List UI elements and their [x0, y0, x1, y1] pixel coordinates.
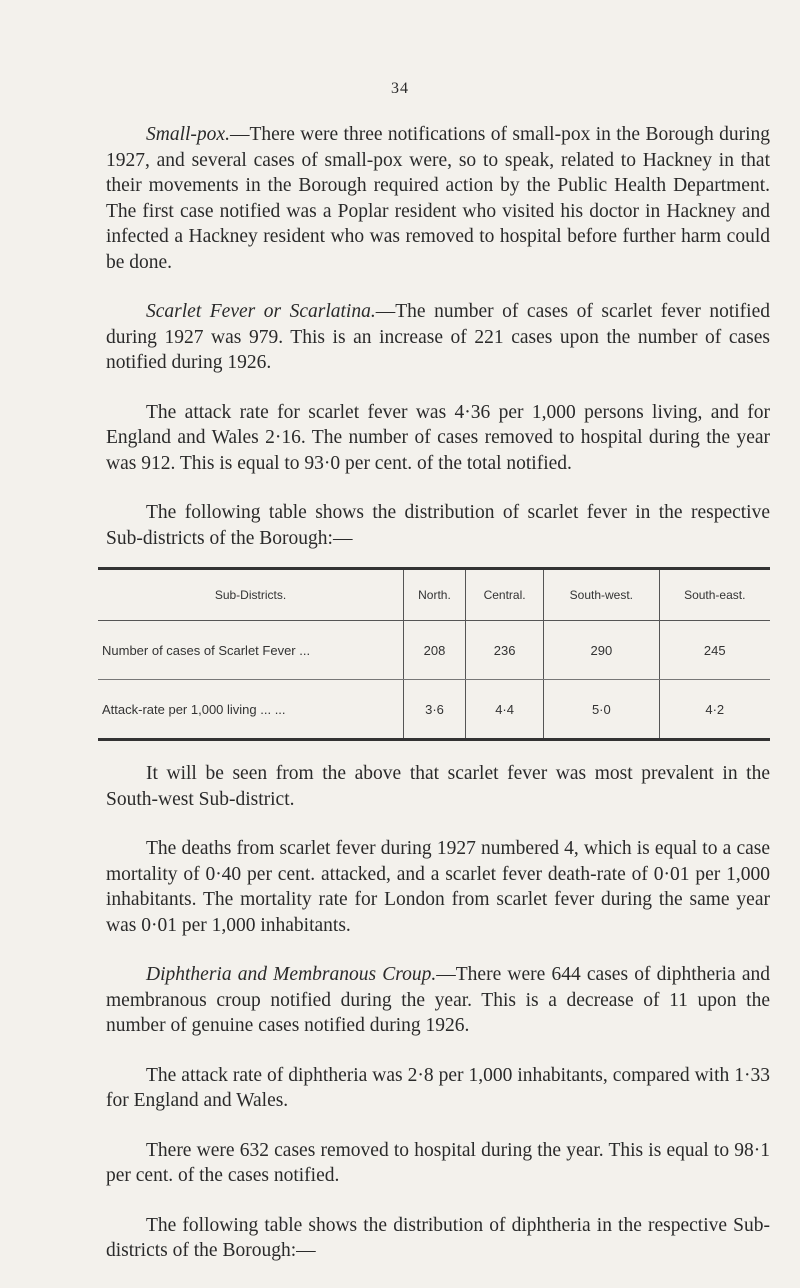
table-cell: 4·2: [659, 680, 770, 740]
scarlet-distribution-table: [98, 567, 770, 741]
col-header-central: Central.: [465, 569, 543, 621]
scarlet-heading: Scarlet Fever or Scarlatina.: [146, 301, 376, 322]
smallpox-heading: Small-pox.: [146, 124, 230, 145]
diphtheria-removed-paragraph: There were 632 cases removed to hospital during the year. This is equal to 98·1 per cent. of the cases notified.: [106, 1139, 770, 1186]
col-header-subdistricts: Sub-Districts.: [98, 569, 404, 621]
table-row: [98, 621, 770, 680]
scarlet-deaths-paragraph: The deaths from scarlet fever during 1927 numbered 4, which is equal to a case mortality of 0·40 per cent. attacked, and a scarlet fever death-rate of 0·01 per 1,000 inhabitants. The mortality rate for London from scarlet fever during the same year was 0·01 per 1,000 inhabitants.: [106, 838, 770, 936]
table-header-row: [98, 569, 770, 621]
smallpox-paragraph: [106, 122, 770, 275]
table-cell: 290: [544, 621, 659, 680]
table-cell: 3·6: [404, 680, 466, 740]
row-label-cases: Number of cases of Scarlet Fever ...: [98, 621, 404, 680]
col-header-north: North.: [404, 569, 466, 621]
diphtheria-attack-rate-paragraph: The attack rate of diphtheria was 2·8 per 1,000 inhabitants, compared with 1·33 for England and Wales.: [106, 1064, 770, 1111]
scarlet-paragraph: [106, 299, 770, 376]
diphtheria-heading: Diphtheria and Membranous Croup.: [146, 964, 437, 985]
scarlet-attack-rate-paragraph: The attack rate for scarlet fever was 4·36 per 1,000 persons living, and for England and Wales 2·16. The number of cases removed to hospital during the year was 912. This is equal to 93·0 per cent. of the total notified.: [106, 401, 770, 474]
scarlet-text: —The number of cases of scarlet fever notified during 1927 was 979. This is an increase of 221 cases upon the number of cases notified during 1926.: [106, 301, 770, 373]
table-cell: 5·0: [544, 680, 659, 740]
table-cell: 236: [465, 621, 543, 680]
row-label-attack-rate: Attack-rate per 1,000 living ... ...: [102, 701, 286, 717]
table-cell: 4·4: [465, 680, 543, 740]
page-body: [102, 122, 771, 1288]
table-row: [98, 680, 770, 740]
smallpox-text: —There were three notifications of small-pox in the Borough during 1927, and several cases of small-pox were, so to speak, related to Hackney in that their movements in the Borough required action by the Public Health Department. The first case notified was a Poplar resident who visited his doctor in Hackney and infected a Hackney resident who was removed to hospital before further harm could be done.: [106, 124, 770, 273]
col-header-south-east: South-east.: [659, 569, 770, 621]
col-header-south-west: South-west.: [544, 569, 659, 621]
diphtheria-text: —There were 644 cases of diphtheria and membranous croup notified during the year. This is a decrease of 11 upon the number of genuine cases notified during 1926.: [106, 964, 771, 1036]
page-number: 34: [391, 80, 409, 97]
prevalence-paragraph: It will be seen from the above that scarlet fever was most prevalent in the South-west Sub-district.: [106, 763, 770, 810]
diphtheria-paragraph: [106, 962, 770, 1039]
diphtheria-table-intro: The following table shows the distribution of diphtheria in the respective Sub-districts of the Borough:—: [106, 1214, 770, 1261]
scarlet-table-intro: The following table shows the distribution of scarlet fever in the respective Sub-districts of the Borough:—: [106, 502, 770, 549]
table-cell: 208: [404, 621, 466, 680]
table-cell: 245: [659, 621, 770, 680]
